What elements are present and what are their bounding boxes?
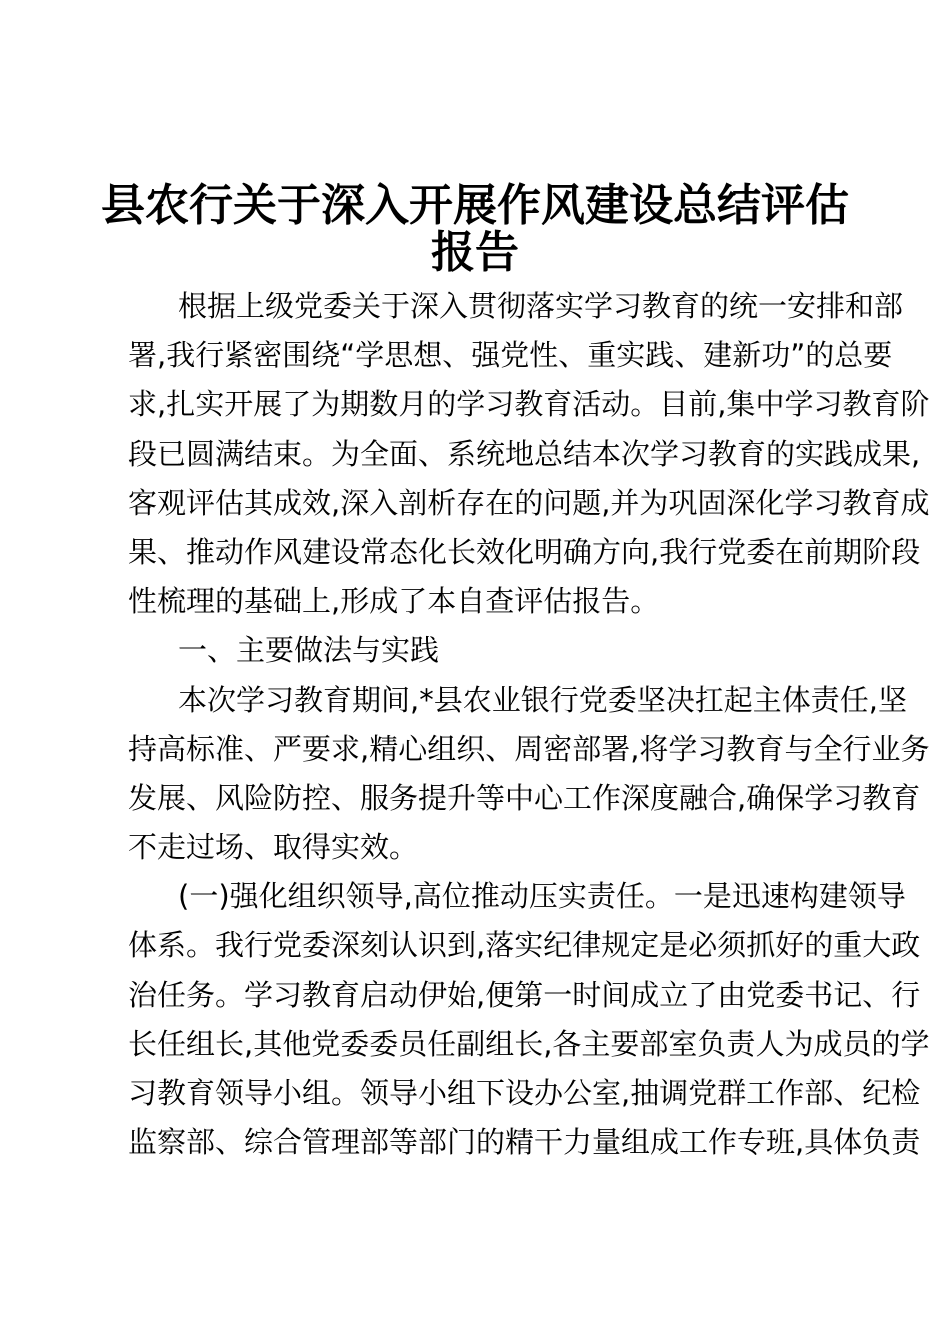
paragraph-line: 不走过场、取得实效。 <box>128 830 419 865</box>
paragraph-line: 长任组长,其他党委委员任副组长,各主要部室负责人为成员的学 <box>128 1026 930 1061</box>
title-line-2: 报告 <box>431 227 519 278</box>
section-heading <box>128 626 832 675</box>
paragraph-line: 持高标准、严要求,精心组织、周密部署,将学习教育与全行业务 <box>128 731 930 766</box>
paragraph-line: 监察部、综合管理部等部门的精干力量组成工作专班,具体负责 <box>128 1125 921 1160</box>
paragraph-line: 性梳理的基础上,形成了本自查评估报告。 <box>128 584 660 619</box>
paragraph-line: (一)强化组织领导,高位推动压实责任。一是迅速构建领导 <box>178 879 906 914</box>
paragraph-line: 体系。我行党委深刻认识到,落实纪律规定是必须抓好的重大政 <box>128 928 921 963</box>
paragraph-line: 习教育领导小组。领导小组下设办公室,抽调党群工作部、纪检 <box>128 1076 921 1110</box>
paragraph-line: 署,我行紧密围绕“学思想、强党性、重实践、建新功”的总要 <box>128 338 893 373</box>
paragraph-line: 根据上级党委关于深入贯彻落实学习教育的统一安排和部 <box>178 289 904 323</box>
paragraph-line: 发展、风险防控、服务提升等中心工作深度融合,确保学习教育 <box>128 780 921 815</box>
paragraph-line: 客观评估其成效,深入剖析存在的问题,并为巩固深化学习教育成 <box>128 485 930 520</box>
paragraph-line: 求,扎实开展了为期数月的学习教育活动。目前,集中学习教育阶 <box>128 387 930 422</box>
paragraph-line: 段已圆满结束。为全面、系统地总结本次学习教育的实践成果, <box>128 436 921 471</box>
paragraph-line: 治任务。学习教育启动伊始,便第一时间成立了由党委书记、行 <box>128 977 921 1012</box>
section-heading-text: 一、主要做法与实践 <box>178 633 440 668</box>
document-body <box>128 282 930 1167</box>
paragraph-organization-leadership <box>128 872 930 1167</box>
document-title <box>100 182 850 276</box>
paragraph-intro <box>128 282 930 626</box>
paragraph-line: 果、推动作风建设常态化长效化明确方向,我行党委在前期阶段 <box>128 534 921 569</box>
paragraph-practice-overview <box>128 676 930 873</box>
paragraph-line: 本次学习教育期间,*县农业银行党委坚决扛起主体责任,坚 <box>178 682 907 717</box>
title-line-1: 县农行关于深入开展作风建设总结评估 <box>101 180 849 231</box>
